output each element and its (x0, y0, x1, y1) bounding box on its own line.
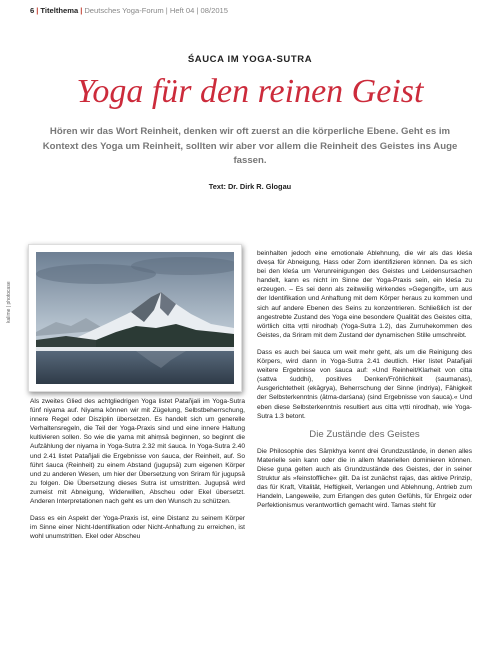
paragraph: Dass es auch bei śauca um weit mehr geht, als um die Reinigung des Körpers, wird dann in Yoga-Sutra 2.41 deutlich. Hier listet Patañjali weitere Ergebnisse von śauca auf: »Und Reinheit/Klarheit von citta (sattva śuddhi), positives Denken/Fröhlichkeit (saumanas), Ausgerichtetheit (ekāgrya), Beherrschung der Sinne (indriya), Fähigkeit der Selbsterkenntnis (ātma-darśana) (sind Ergebnisse von śauca).« Und eben diese Selbsterkenntnis resultiert aus citta vṛtti nirodhaḥ, wie Yoga-Sutra 1.3 betont. (257, 348, 472, 420)
lake-mountain-photo (28, 244, 242, 392)
photo-credit: kalime | photocase (6, 281, 12, 323)
header-separator: | (80, 6, 83, 15)
left-column (30, 397, 245, 549)
article-lead: Hören wir das Wort Reinheit, denken wir oft zuerst an die körperliche Ebene. Geht es im Kontext des Yoga um Reinheit, sollten wir aber vor allem die Reinheit des Geistes ins Auge fassen. (42, 126, 458, 166)
page-number: 6 (30, 6, 35, 15)
mountain-lake-image (36, 252, 234, 384)
running-header (30, 6, 470, 15)
article-byline: Text: Dr. Dirk R. Glogau (208, 182, 292, 191)
paragraph: Als zweites Glied des achtgliedrigen Yoga listet Patañjali im Yoga-Sutra fünf niyama auf. Niyama können wir mit Zügelung, Selbstbeherrschung, innere Regel oder Disziplin übersetzen. Es handelt sich um generelle Verhaltensregeln, die Teil der Yoga-Praxis sind und eine innere Haltung kultivieren sollen. So wie die yama mit ahiṃsā beginnen, so beginnt die Aufzählung der niyama in Yoga-Sutra 2.32 mit śauca. In Yoga-Sutra 2.40 und 2.41 listet Patañjali die Ergebnisse von śauca, der Reinheit, auf. So führt śauca (Reinheit) zu einem Abstand (jugupsā) zum eigenen Körper und zu anderen Wesen, um hier der Übersetzung von Sriram für jugupsā zu folgen. Die Übersetzung dieses Sutra ist umstritten. Jugupsā wird zumeist mit Abneigung, Widerwillen, Abscheu oder Ekel übersetzt. Anderen Interpretationen nach geht es um den Wunsch zu schützen. (30, 398, 245, 506)
section-name: Titelthema (40, 6, 79, 15)
header-separator: | (36, 6, 39, 15)
paragraph: beinhalten jedoch eine emotionale Ablehnung, die wir als das kleśa dveṣa für Abneigung, Hass oder Zorn identifizieren können. Da es sich bei den kleśa um Verunreinigungen des Geistes und Leidensursachen handelt, kann es nicht im Sinne der Yoga-Praxis sein, ein kleśa zu erzeugen. – Es sei denn als zeitweilig wirkendes »Gegengift«, um aus der Identifikation und Anhaftung mit dem Körper heraus zu kommen und sich auf andere Ebenen des Seins zu konzentrieren. Schließlich ist der angestrebte Zustand des Yoga eine besondere Qualität des Geistes citta, wörtlich citta vṛtti nirodhaḥ (Yoga-Sutra 1.2), das Zurruhekommen des Geistes, da Sriram mit dem Zustand der dynamischen Stille umschreibt. (257, 250, 472, 339)
paragraph: Dass es ein Aspekt der Yoga-Praxis ist, eine Distanz zu seinem Körper im Sinne einer Nicht-Identifikation oder Nicht-Anhaftung zu erreichen, ist wohl unumstritten. Ekel oder Abscheu (30, 515, 245, 541)
paragraph: Die Philosophie des Sāṃkhya kennt drei Grundzustände, in denen alles Materielle sein kann oder die in allem Materiellen dominieren können. Diese guṇa gelten auch als Grundzustände des Geistes, der in seiner Struktur als »feinstoffliche« gilt. Da ist zunächst rajas, das aktive Prinzip, das für Kraft, Vitalität, Heftigkeit, Verlangen und Ablehnung, Antrieb zum Handeln, Langeweile, zum Erlangen des guten Gefühls, für Ehrgeiz oder Perfektionismus verantwortlich gemacht wird. Tamas steht für (257, 447, 472, 510)
publication-info: Deutsches Yoga-Forum | Heft 04 | 08/2015 (84, 6, 229, 15)
article-title: Yoga für den reinen Geist (76, 73, 424, 110)
subheading: Die Zustände des Geistes (309, 428, 420, 440)
right-column (257, 249, 472, 518)
article-kicker: ŚAUCA IM YOGA-SUTRA (187, 54, 313, 65)
